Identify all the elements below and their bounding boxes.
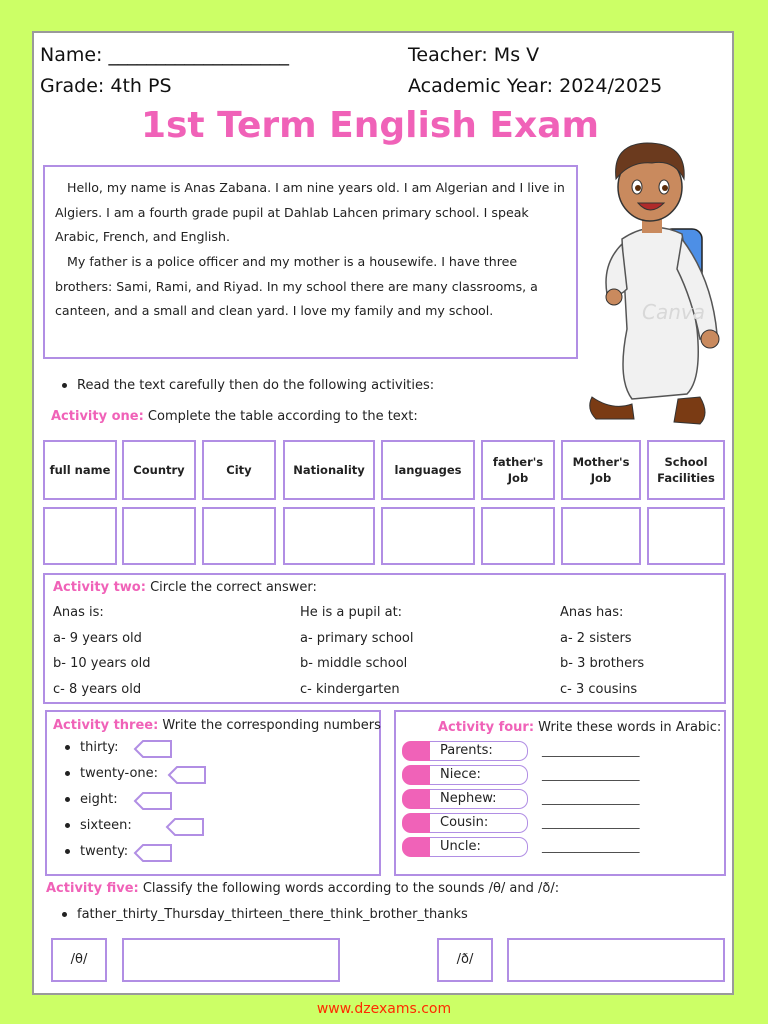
activity-three-heading: [53, 718, 381, 733]
activity-five-words: [62, 907, 468, 922]
pink-tab-icon: [402, 813, 430, 833]
number-word-item: [65, 766, 158, 781]
bullet-icon: [65, 771, 70, 776]
bullet-icon: [62, 912, 67, 917]
answer-option[interactable]: c- 8 years old: [53, 681, 142, 697]
grade-label: Grade: 4th PS: [40, 75, 172, 97]
activity-two-text: Circle the correct answer:: [145, 580, 317, 595]
table-answer-cell[interactable]: [43, 507, 117, 565]
worksheet: [32, 31, 734, 995]
pink-tab-icon: [402, 837, 430, 857]
table-header-cell: Mother's Job: [561, 440, 641, 500]
answer-option[interactable]: b- 10 years old: [53, 656, 151, 671]
table-answer-cell[interactable]: [122, 507, 196, 565]
arabic-answer-blank[interactable]: _______________: [542, 791, 640, 806]
table-answer-cell[interactable]: [202, 507, 276, 565]
pink-tab-icon: [402, 765, 430, 785]
activity-one-label: Activity one:: [51, 409, 144, 424]
arabic-answer-blank[interactable]: _______________: [542, 815, 640, 830]
table-answer-cell[interactable]: [561, 507, 641, 565]
teacher-label: Teacher: Ms V: [408, 44, 540, 66]
question-label: Anas has:: [560, 605, 624, 620]
bullet-icon: [65, 797, 70, 802]
answer-option[interactable]: c- 3 cousins: [560, 681, 638, 697]
arabic-word-label: Parents:: [430, 741, 528, 761]
question-label: Anas is:: [53, 605, 104, 620]
arabic-answer-blank[interactable]: _______________: [542, 767, 640, 782]
answer-option[interactable]: a- 9 years old: [53, 630, 142, 646]
bullet-icon: [62, 383, 67, 388]
number-word-label: eight:: [80, 792, 118, 807]
activity-five-text: Classify the following words according to the sounds /θ/ and /ð/:: [138, 881, 560, 896]
table-header-cell: full name: [43, 440, 117, 500]
arabic-answer-blank[interactable]: _______________: [542, 839, 640, 854]
activity-two-heading: [53, 580, 317, 595]
activity-five-label: Activity five:: [46, 881, 139, 896]
question-label: He is a pupil at:: [300, 605, 403, 620]
table-answer-cell[interactable]: [481, 507, 555, 565]
answer-option[interactable]: b- middle school: [300, 656, 408, 671]
table-answer-cell[interactable]: [647, 507, 725, 565]
bullet-icon: [65, 823, 70, 828]
answer-option[interactable]: a- primary school: [300, 630, 414, 646]
activity-five-heading: [46, 881, 559, 896]
word-list: father_thirty_Thursday_thirteen_there_think_brother_thanks: [77, 907, 468, 922]
activity-four-text: Write these words in Arabic:: [534, 720, 722, 735]
activity-three-label: Activity three:: [53, 718, 159, 733]
bullet-icon: [65, 745, 70, 750]
pink-tab-icon: [402, 789, 430, 809]
number-word-item: [65, 792, 118, 807]
arabic-word-label: Cousin:: [430, 813, 528, 833]
table-header-cell: School Facilities: [647, 440, 725, 500]
pink-tab-icon: [402, 741, 430, 761]
answer-option[interactable]: a- 2 sisters: [560, 630, 632, 646]
table-header-cell: Country: [122, 440, 196, 500]
table-header-cell: City: [202, 440, 276, 500]
academic-year-label: Academic Year: 2024/2025: [408, 75, 663, 97]
boy-illustration: [582, 129, 732, 429]
arabic-word-label: Nephew:: [430, 789, 528, 809]
eth-sound-label: /ð/: [437, 938, 493, 982]
answer-tag-box[interactable]: [133, 791, 173, 811]
passage-paragraph-2: My father is a police officer and my mother is a housewife. I have three brothers: Sami, Rami, and Riyad. In my school there are many classrooms, a canteen, and a small and clean yard. I love my family and my school.: [55, 254, 538, 318]
arabic-word-label: Niece:: [430, 765, 528, 785]
activity-four-label: Activity four:: [438, 720, 535, 735]
theta-sound-label: /θ/: [51, 938, 107, 982]
table-header-cell: languages: [381, 440, 475, 500]
activity-three-text: Write the corresponding numbers: [158, 718, 381, 733]
number-word-item: [65, 818, 132, 833]
activity-four-heading: [438, 720, 721, 735]
answer-option[interactable]: b- 3 brothers: [560, 656, 645, 671]
answer-option[interactable]: c- kindergarten: [300, 681, 400, 697]
arabic-answer-blank[interactable]: _______________: [542, 743, 640, 758]
table-header-cell: Nationality: [283, 440, 375, 500]
activity-two-box: [43, 573, 726, 704]
footer-website: www.dzexams.com: [316, 1001, 452, 1017]
activity-one-heading: [51, 409, 418, 424]
eth-answer-box[interactable]: [507, 938, 725, 982]
table-answer-cell[interactable]: [381, 507, 475, 565]
page-title: 1st Term English Exam: [140, 105, 600, 146]
number-word-item: [65, 844, 128, 859]
number-word-label: thirty:: [80, 740, 119, 755]
number-word-label: twenty:: [80, 844, 129, 859]
bullet-icon: [65, 849, 70, 854]
activity-three-box: [45, 710, 381, 876]
activity-one-text: Complete the table according to the text:: [143, 409, 418, 424]
number-word-label: sixteen:: [80, 818, 132, 833]
reading-passage: [43, 165, 578, 359]
answer-tag-box[interactable]: [165, 817, 205, 837]
answer-tag-box[interactable]: [133, 843, 173, 863]
activity-two-label: Activity two:: [53, 580, 146, 595]
number-word-item: [65, 740, 119, 755]
instruction-text: Read the text carefully then do the following activities:: [77, 378, 435, 393]
activity-four-box: [394, 710, 726, 876]
canva-watermark: Canva: [642, 300, 705, 324]
table-header-cell: father's Job: [481, 440, 555, 500]
answer-tag-box[interactable]: [133, 739, 173, 759]
instruction: [62, 378, 434, 393]
number-word-label: twenty-one:: [80, 766, 159, 781]
passage-paragraph-1: Hello, my name is Anas Zabana. I am nine years old. I am Algerian and I live in Algiers. I am a fourth grade pupil at Dahlab Lahcen primary school. I speak Arabic, French, and English.: [55, 180, 565, 244]
arabic-word-label: Uncle:: [430, 837, 528, 857]
name-field: Name: ___________________: [40, 44, 289, 66]
answer-tag-box[interactable]: [167, 765, 207, 785]
table-answer-cell[interactable]: [283, 507, 375, 565]
theta-answer-box[interactable]: [122, 938, 340, 982]
